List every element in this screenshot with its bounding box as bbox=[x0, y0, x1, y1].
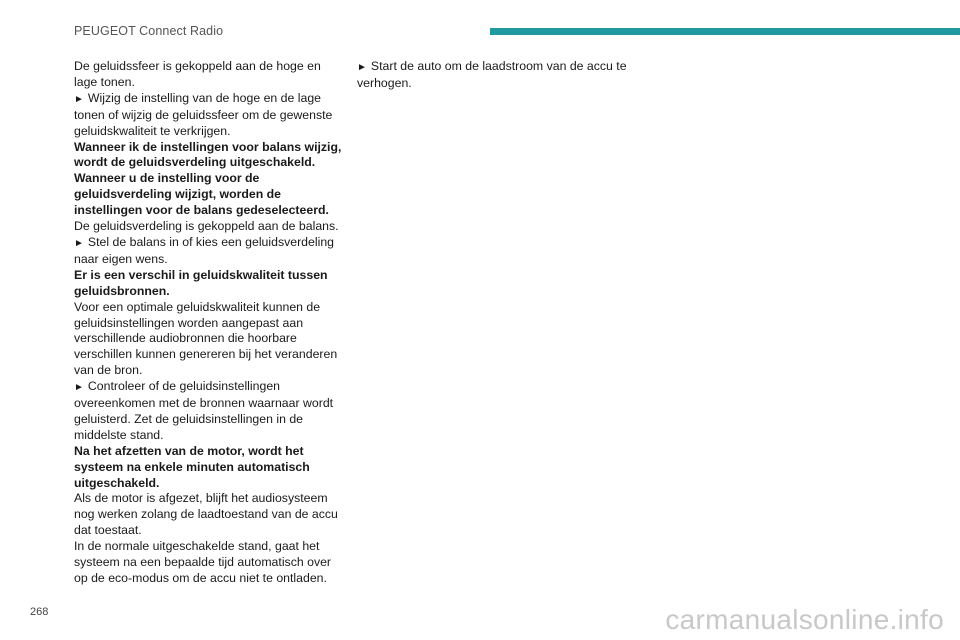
paragraph: Als de motor is afgezet, blijft het audiosysteem nog werken zolang de laadtoestand van de accu dat toestaat. bbox=[74, 491, 338, 538]
bullet-paragraph: ► Controleer of de geluidsinstellingen overeenkomen met de bronnen waarnaar wordt geluisterd. Zet de geluidsinstellingen in de middelste stand. bbox=[74, 379, 334, 442]
paragraph: In de normale uitgeschakelde stand, gaat het systeem na een bepaalde tijd automatisch over op de eco-modus om de accu niet te ontladen. bbox=[74, 539, 332, 585]
bullet-arrow-icon: ► bbox=[74, 93, 84, 105]
right-column bbox=[357, 59, 627, 92]
bullet-arrow-icon: ► bbox=[357, 62, 367, 73]
watermark: carmanualsonline.info bbox=[665, 604, 944, 635]
bullet-arrow-icon: ► bbox=[74, 382, 84, 394]
left-column bbox=[74, 59, 344, 587]
bold-heading: Wanneer u de instelling voor de geluidsverdeling wijzigt, worden de instellingen voor de balans gedeselecteerd. bbox=[74, 171, 329, 218]
paragraph: De geluidsverdeling is gekoppeld aan de balans. bbox=[74, 219, 339, 234]
paragraph: De geluidssfeer is gekoppeld aan de hoge en lage tonen. bbox=[74, 59, 321, 89]
bullet-paragraph: ► Wijzig de instelling van de hoge en de lage tonen of wijzig de geluidssfeer om de gewenste geluidskwaliteit te verkrijgen. bbox=[74, 90, 333, 138]
bullet-paragraph: ► Stel de balans in of kies een geluidsverdeling naar eigen wens. bbox=[74, 234, 335, 266]
bullet-arrow-icon: ► bbox=[74, 237, 84, 249]
header-accent-bar bbox=[490, 28, 960, 35]
running-header-title: PEUGEOT Connect Radio bbox=[74, 24, 224, 38]
paragraph: Voor een optimale geluidskwaliteit kunnen de geluidsinstellingen worden aangepast aan verschillende audiobronnen die hoorbare verschillen kunnen genereren bij het veranderen van de bron. bbox=[74, 299, 338, 378]
bold-heading: Er is een verschil in geluidskwaliteit tussen geluidsbronnen. bbox=[74, 267, 328, 298]
bold-heading: Wanneer ik de instellingen voor balans wijzig, wordt de geluidsverdeling uitgeschakeld. bbox=[74, 139, 342, 170]
page-number: 268 bbox=[30, 606, 49, 618]
bold-heading: Na het afzetten van de motor, wordt het systeem na enkele minuten automatisch uitgeschakeld. bbox=[74, 443, 310, 490]
bullet-paragraph: ► Start de auto om de laadstroom van de accu te verhogen. bbox=[357, 59, 627, 90]
